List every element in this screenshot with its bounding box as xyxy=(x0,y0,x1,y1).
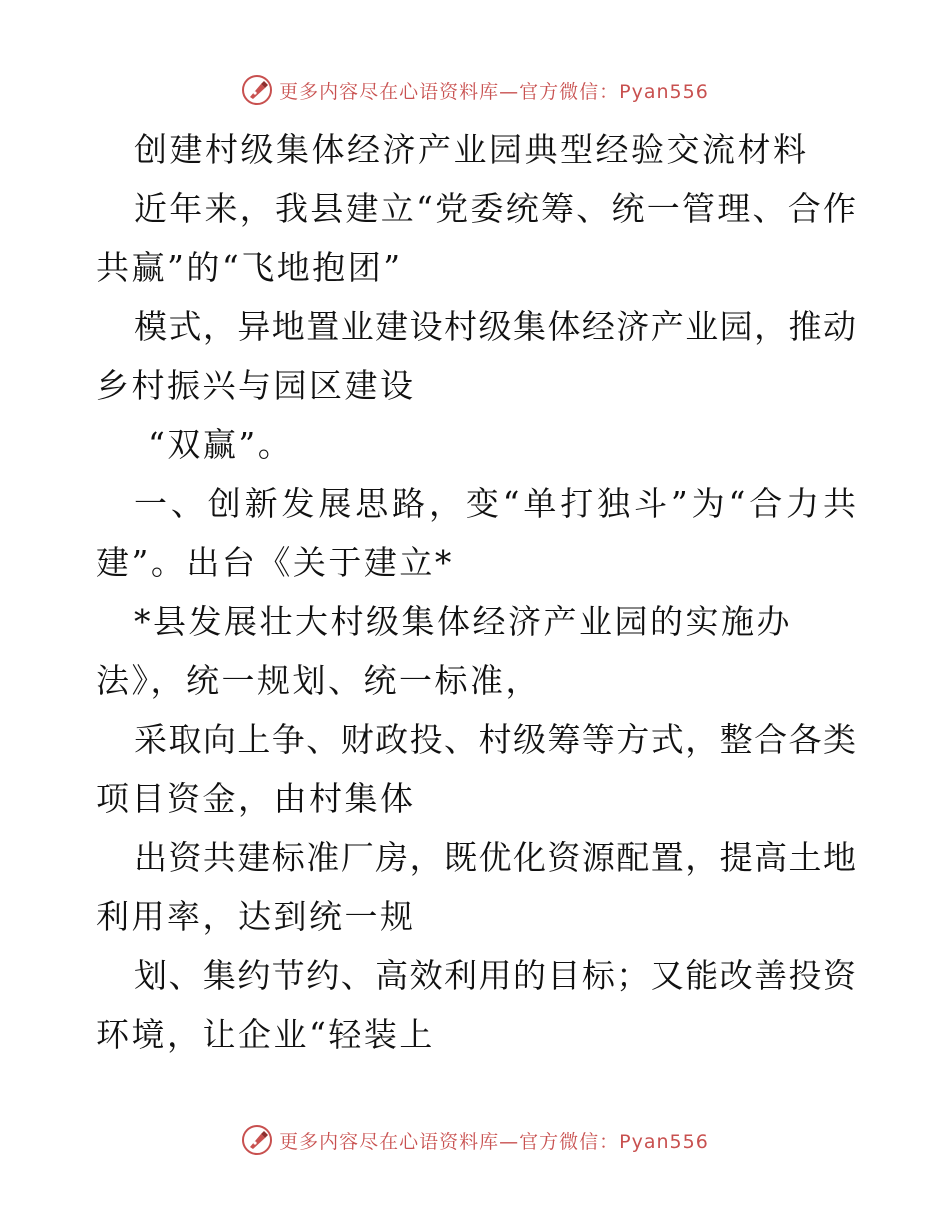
pen-nib-logo-icon xyxy=(241,1124,273,1156)
paragraph-line: 项目资金，由村集体 xyxy=(96,779,416,818)
paragraph-line: 近年来，我县建立“党委统筹、统一管理、合作 xyxy=(134,189,856,228)
section-heading-line: 一、创新发展思路，变“单打独斗”为“合力共 xyxy=(134,484,856,523)
paragraph-line: 共赢”的“飞地抱团” xyxy=(96,248,403,287)
paragraph-line: 乡村振兴与园区建设 xyxy=(96,366,416,405)
watermark-header xyxy=(0,70,950,110)
paragraph-line: *县发展壮大村级集体经济产业园的实施办 xyxy=(134,602,792,641)
watermark-text: 更多内容尽在心语资料库—官方微信：Pyan556 xyxy=(279,80,709,103)
paragraph-line: 模式，异地置业建设村级集体经济产业园，推动 xyxy=(134,307,856,346)
document-title: 创建村级集体经济产业园典型经验交流材料 xyxy=(134,130,809,169)
watermark-footer xyxy=(0,1120,950,1160)
pen-nib-logo-icon xyxy=(241,74,273,106)
paragraph-line: 利用率，达到统一规 xyxy=(96,897,416,936)
paragraph-line: “双赢”。 xyxy=(148,425,294,464)
paragraph-line: 采取向上争、财政投、村级筹等方式，整合各类 xyxy=(134,720,856,759)
paragraph-line: 法》，统一规划、统一标准， xyxy=(96,661,541,700)
watermark-text: 更多内容尽在心语资料库—官方微信：Pyan556 xyxy=(279,1130,709,1153)
document-body xyxy=(96,120,856,1064)
section-heading-line: 建”。出台《关于建立* xyxy=(96,543,454,582)
paragraph-line: 划、集约节约、高效利用的目标；又能改善投资 xyxy=(134,956,856,995)
paragraph-line: 出资共建标准厂房，既优化资源配置，提高土地 xyxy=(134,838,856,877)
paragraph-line: 环境，让企业“轻装上 xyxy=(96,1015,435,1054)
